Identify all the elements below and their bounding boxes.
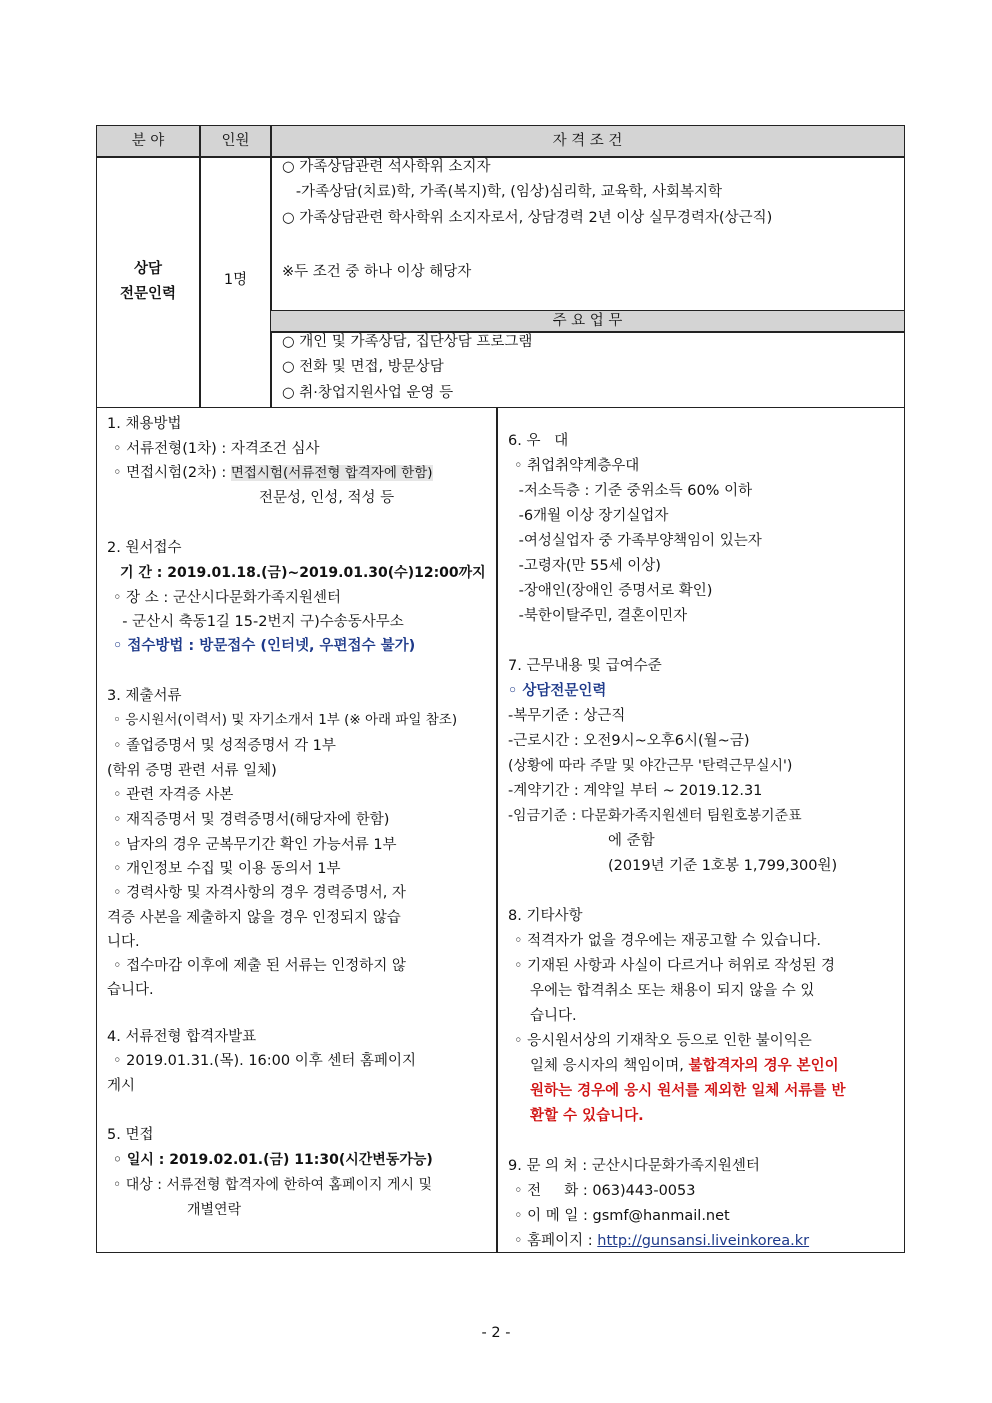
qual-line: -가족상담(치료)학, 가족(복지)학, (임상)심리학, 교육학, 사회복지학 — [282, 184, 723, 200]
text-line: ◦ 남자의 경우 군복무기간 확인 가능서류 1부 — [113, 837, 397, 853]
homepage-link[interactable]: http://gunsansi.liveinkorea.kr — [597, 1233, 810, 1249]
duty-line: ○ 전화 및 면접, 방문상담 — [282, 359, 444, 375]
text-line: 에 준함 — [608, 833, 655, 849]
qual-line: ○ 가족상담관련 석사학위 소지자 — [282, 159, 491, 175]
homepage-line: ◦ 홈페이지 : http://gunsansi.liveinkorea.kr — [514, 1233, 810, 1249]
text-line: ◦ 개인정보 수집 및 이용 동의서 1부 — [113, 861, 341, 877]
subsection-title: ◦ 상담전문인력 — [508, 683, 607, 699]
field-name-line1: 상담 — [133, 261, 162, 277]
text-line: 습니다. — [107, 982, 154, 998]
section-title: 9. 문 의 처 : 군산시다문화가족지원센터 — [508, 1158, 760, 1174]
section-title: 6. 우 대 — [508, 433, 569, 449]
header-qualification: 자 격 조 건 — [552, 133, 623, 149]
text-line: 개별연락 — [187, 1202, 242, 1218]
text-line: ◦ 장 소 : 군산시다문화가족지원센터 — [113, 590, 341, 606]
text-line: ◦ 졸업증명서 및 성적증명서 각 1부 — [113, 738, 336, 754]
text-line: -여성실업자 중 가족부양책임이 있는자 — [514, 533, 762, 549]
warning-text: 불합격자의 경우 본인이 — [688, 1058, 839, 1074]
duty-line: ○ 개인 및 가족상담, 집단상담 프로그램 — [282, 334, 533, 350]
section-title: 5. 면접 — [107, 1127, 154, 1143]
bottom-table-border — [96, 407, 905, 1253]
text-line: 기 간 : 2019.01.18.(금)~2019.01.30(수)12:00까지 — [120, 565, 486, 581]
text-line: -장애인(장애인 증명서로 확인) — [514, 583, 713, 599]
text-line: ◦ 면접시험(2차) : 면접시험(서류전형 합격자에 한함) — [113, 465, 433, 481]
text-line: -6개월 이상 장기실업자 — [514, 508, 669, 524]
text-line: ◦ 경력사항 및 자격사항의 경우 경력증명서, 자 — [113, 885, 406, 901]
text-line: ◦ 관련 자격증 사본 — [113, 787, 234, 803]
text-line: (상황에 따라 주말 및 야간근무 '탄력근무실시') — [508, 758, 793, 774]
section-title: 8. 기타사항 — [508, 908, 583, 924]
section-title: 7. 근무내용 및 급여수준 — [508, 658, 662, 674]
section-title: 2. 원서접수 — [107, 540, 182, 556]
text-line: ◦ 대상 : 서류전형 합격자에 한하여 홈페이지 게시 및 — [113, 1177, 433, 1193]
header-field: 분 야 — [131, 133, 165, 149]
text-line: ◦ 응시원서상의 기재착오 등으로 인한 불이익은 — [514, 1033, 812, 1049]
text-line: 격증 사본을 제출하지 않을 경우 인정되지 않습 — [107, 910, 401, 926]
text-line: 우에는 합격취소 또는 채용이 되지 않을 수 있 — [530, 983, 815, 999]
text-line: - 군산시 축동1길 15-2번지 구)수송동사무소 — [113, 614, 404, 630]
text-line: (학위 증명 관련 서류 일체) — [107, 763, 277, 779]
warning-text: 원하는 경우에 응시 원서를 제외한 일체 서류를 반 — [530, 1083, 846, 1099]
text-line: -계약기간 : 계약일 부터 ~ 2019.12.31 — [508, 783, 763, 799]
text-line: ◦ 적격자가 없을 경우에는 재공고할 수 있습니다. — [514, 933, 821, 949]
headcount: 1명 — [223, 272, 248, 288]
highlight-text: 면접시험(서류전형 합격자에 한함) — [230, 465, 433, 481]
text-line: 게시 — [107, 1078, 136, 1094]
text-line: -복무기준 : 상근직 — [508, 708, 626, 724]
field-name-line2: 전문인력 — [119, 286, 177, 302]
duties-header: 주 요 업 무 — [552, 313, 623, 329]
text-line: -임금기준 : 다문화가족지원센터 팀원호봉기준표 — [508, 808, 802, 824]
text-line: -저소득층 : 기준 중위소득 60% 이하 — [514, 483, 753, 499]
text-line: ◦ 취업취약계층우대 — [514, 458, 640, 474]
section-title: 1. 채용방법 — [107, 416, 182, 432]
top-table-border — [96, 125, 905, 408]
text-line: ◦ 기재된 사항과 사실이 다르거나 허위로 작성된 경 — [514, 958, 835, 974]
section-title: 4. 서류전형 합격자발표 — [107, 1029, 257, 1045]
text-line: 니다. — [107, 934, 140, 950]
text-line: (2019년 기준 1호봉 1,799,300원) — [608, 858, 838, 874]
phone-line: ◦ 전 화 : 063)443-0053 — [514, 1183, 696, 1199]
text-line: -북한이탈주민, 결혼이민자 — [514, 608, 688, 624]
text-line: ◦ 접수마감 이후에 제출 된 서류는 인정하지 않 — [113, 958, 406, 974]
text-line: -고령자(만 55세 이상) — [514, 558, 661, 574]
text-line: ◦ 서류전형(1차) : 자격조건 심사 — [113, 441, 320, 457]
text-line: -근로시간 : 오전9시~오후6시(월~금) — [508, 733, 750, 749]
qual-line: ○ 가족상담관련 학사학위 소지자로서, 상담경력 2년 이상 실무경력자(상근직) — [282, 210, 773, 226]
text-line: 일체 응시자의 책임이며, 불합격자의 경우 본인이 — [530, 1058, 839, 1074]
section-title: 3. 제출서류 — [107, 688, 182, 704]
text-line: ◦ 접수방법 : 방문접수 (인터넷, 우편접수 불가) — [113, 638, 416, 654]
text-line: ◦ 재직증명서 및 경력증명서(해당자에 한함) — [113, 812, 390, 828]
duty-line: ○ 취·창업지원사업 운영 등 — [282, 385, 454, 401]
warning-text: 환할 수 있습니다. — [530, 1108, 644, 1124]
text-line: ◦ 2019.01.31.(목). 16:00 이후 센터 홈페이지 — [113, 1053, 417, 1069]
text-line: 전문성, 인성, 적성 등 — [259, 490, 395, 506]
qual-note: ※두 조건 중 하나 이상 해당자 — [282, 264, 472, 280]
text-line: ◦ 응시원서(이력서) 및 자기소개서 1부 (※ 아래 파일 참조) — [113, 712, 458, 728]
page-number: - 2 - — [481, 1325, 511, 1341]
text-line: 습니다. — [530, 1008, 577, 1024]
header-count: 인원 — [221, 133, 250, 149]
email-line: ◦ 이 메 일 : gsmf@hanmail.net — [514, 1208, 730, 1224]
text-line: ◦ 일시 : 2019.02.01.(금) 11:30(시간변동가능) — [113, 1152, 433, 1168]
